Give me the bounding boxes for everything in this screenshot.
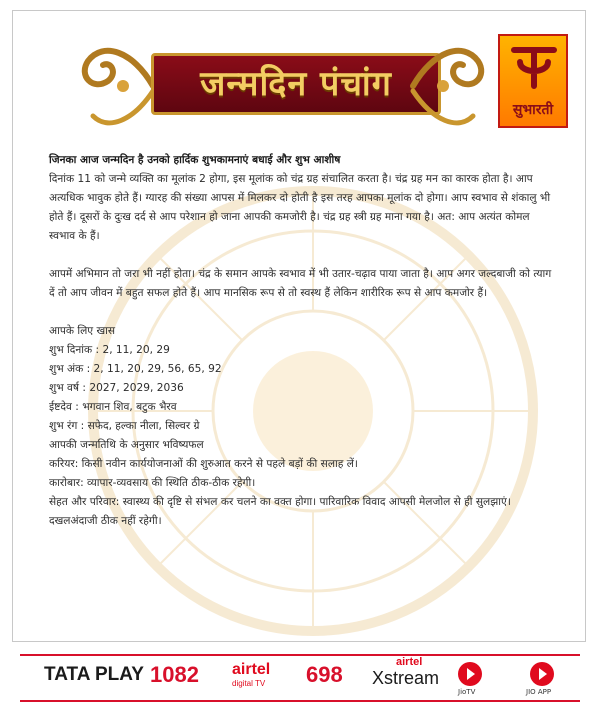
lucky-dates: शुभ दिनांक : 2, 11, 20, 29: [49, 344, 170, 356]
health-forecast: सेहत और परिवार: स्वास्थ्य की दृष्टि से संभल कर चलने का वक्त होगा। पारिवारिक विवाद आपसी मेलजोल से ही सुलझाएं। दखलअंदाजी ठीक नहीं रहेगी।: [49, 496, 511, 527]
tata-play-channel: 1082: [150, 662, 199, 687]
logo-mark-icon: [508, 40, 560, 92]
jio-app-icon[interactable]: [530, 662, 554, 686]
xstream-label: Xstream: [372, 668, 440, 688]
jio-app-label: JIO APP: [526, 688, 552, 696]
ornament-left-icon: [73, 31, 163, 141]
special-heading: आपके लिए खास: [49, 325, 116, 337]
deity: ईष्टदेव : भगवान शिव, बटुक भैरव: [49, 401, 177, 413]
greeting-heading: जिनका आज जन्मदिन है उनको हार्दिक शुभकामनाएं बधाई और शुभ आशीष: [49, 154, 341, 166]
page-title: जन्मदिन पंचांग: [200, 64, 392, 104]
sudharti-logo: [498, 34, 568, 128]
career-forecast: करियर: किसी नवीन कार्ययोजनाओं की शुरुआत करने से पहले बड़ों की सलाह लें।: [49, 458, 358, 470]
airtel-channel: 698: [306, 662, 343, 687]
logo-text: सुभारती: [512, 102, 554, 118]
lucky-colors: शुभ रंग : सफेद, हल्का नीला, सिल्वर ग्रे: [49, 420, 200, 432]
horoscope-content: [49, 151, 559, 531]
tata-play-label: TATA PLAY: [44, 664, 144, 685]
header-banner: [73, 31, 493, 141]
airtel-label: airtel: [232, 661, 271, 678]
lucky-years: शुभ वर्ष : 2027, 2029, 2036: [49, 382, 184, 394]
lucky-numbers: शुभ अंक : 2, 11, 20, 29, 56, 65, 92: [49, 363, 222, 375]
jiotv-label: JioTV: [458, 688, 476, 696]
forecast-heading: आपकी जन्मतिथि के अनुसार भविष्यफल: [49, 439, 204, 451]
business-forecast: कारोबार: व्यापार-व्यवसाय की स्थिति ठीक-ठीक रहेगी।: [49, 477, 256, 489]
ornament-right-icon: [403, 31, 493, 141]
airtel-digital-tv-label: digital TV: [232, 679, 266, 688]
paragraph-one: दिनांक 11 को जन्मे व्यक्ति का मूलांक 2 होगा, इस मूलांक को चंद्र ग्रह संचालित करता है। चंद्र ग्रह मन का कारक होता है। आप अत्यधिक भावुक होते हैं। ग्यारह की संख्या आपस में मिलकर दो होती है इस तरह आपका मूलांक दो होगा। आप स्वभाव से शंकालु भी होते हैं। दूसरों के दुःख दर्द से आप परेशान हो जाना आपकी कमजोरी है। चंद्र ग्रह स्त्री ग्रह माना गया है। अत: आप अत्यंत कोमल स्वभाव के हैं।: [49, 173, 551, 242]
jiotv-icon[interactable]: [458, 662, 482, 686]
channel-ad-bar: [0, 648, 600, 700]
airtel-xstream-top-label: airtel: [396, 656, 423, 668]
paragraph-two: आपमें अभिमान तो जरा भी नहीं होता। चंद्र के समान आपके स्वभाव में भी उतार-चढ़ाव पाया जाता है। आप अगर जल्दबाजी को त्याग दें तो आप जीवन में बहुत सफल होते हैं। आप मानसिक रूप से तो स्वस्थ हैं लेकिन शारीरिक रूप से आप कमजोर हैं।: [49, 268, 552, 299]
